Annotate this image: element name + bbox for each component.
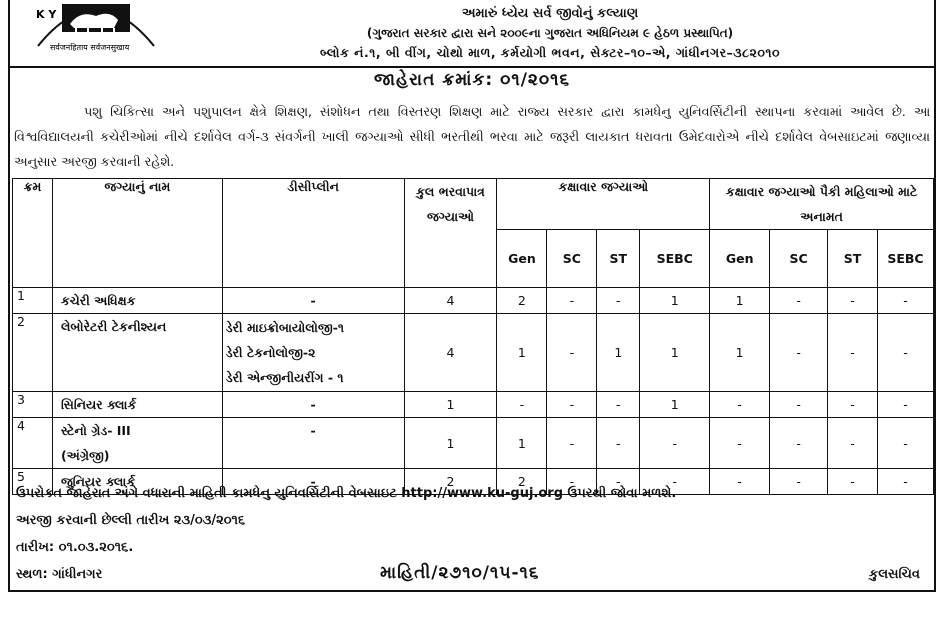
col-women-header: કક્ષાવાર જગ્યાઓ પૈકી મહિલાઓ માટે અનામત [710,179,934,230]
header [10,0,934,68]
advertisement-frame [8,0,936,592]
advertisement-number: જાહેરાત ક્રમાંક: ૦૧/૨૦૧૬ [374,70,570,90]
row-women-value: - [877,418,933,469]
row-women-value: - [770,418,828,469]
header-motto: અમારું ધ્યેય સર્વ જીવોનું કલ્યાણ [461,6,639,21]
post-name-line: કચેરી અધિક્ષક [60,293,136,308]
row-serial: 3 [13,392,53,418]
row-category-value: - [547,469,597,495]
discipline-line: ડેરી માઇક્રોબાયોલોજી-૧ [225,320,345,335]
row-total: 1 [404,392,497,418]
row-category-value: - [547,418,597,469]
notice-date: તારીખ: ૦૧.૦૩.૨૦૧૬. [16,540,134,555]
post-name-line: જુનિયર ક્લાર્ક [60,474,136,489]
row-women-value: - [770,288,828,314]
logo-motto: सर्वजनहिताय सर्वजनसुखाय [50,43,130,52]
row-women-value: - [877,288,933,314]
row-total: 1 [404,418,497,469]
row-women-value: - [877,314,933,392]
col-total-header: કુલ ભરવાપાત્ર જગ્યાઓ [404,179,497,288]
row-discipline [222,314,404,392]
row-serial: 4 [13,418,53,469]
discipline-line: - [310,293,316,308]
signatory: કુલસચિવ [869,567,920,582]
row-women-value: - [828,314,878,392]
discipline-line: - [310,423,316,438]
row-category-value: - [597,418,640,469]
intro-paragraph [14,100,930,175]
table-row [13,288,934,314]
row-women-value: - [828,288,878,314]
row-serial: 2 [13,314,53,392]
women-st-header: ST [828,230,878,288]
women-sc-header: SC [770,230,828,288]
row-category-value: 1 [640,392,710,418]
discipline-line: - [310,397,316,412]
row-category-value: 1 [497,418,547,469]
discipline-line: ડેરી ટેકનોલોજી-૨ [225,345,316,360]
row-total: 4 [404,288,497,314]
row-category-value: 1 [640,288,710,314]
post-name-line: (અંગ્રેજી) [60,448,110,463]
col-post-name-header: જગ્યાનું નામ [52,179,222,288]
row-post-name [52,314,222,392]
table-row [13,314,934,392]
row-women-value: - [770,469,828,495]
row-category-value: - [497,392,547,418]
header-address: બ્લોક નં.૧, બી વીંગ, ચોથો માળ, કર્મયોગી ભવન, સેક્ટર–૧૦–એ, ગાંધીનગર–૩૮૨૦૧૦ [319,45,781,60]
row-discipline [222,392,404,418]
row-category-value: - [597,392,640,418]
intro-text: પશુ ચિકિત્સા અને પશુપાલન ક્ષેત્રે શિક્ષણ, સંશોધન તથા વિસ્તરણ શિક્ષણ માટે રાજ્ય સરકાર દ્વારા કામધેનુ યુનિવર્સિટીની સ્થાપના કરવામાં આવેલ છે. આ વિશ્વવિદ્યાલયની કચેરીઓમાં નીચે દર્શાવેલ વર્ગ-૩ સંવર્ગની ખાલી જગ્યાઓ સીધી ભરતીથી ભરવા માટે જરૂરી લાયકાત ધરાવતા ઉમેદવારોએ નીચે દર્શાવેલ વેબસાઇટમાં જણાવ્યા અનુસાર અરજી કરવાની રહેશે. [14,105,930,170]
last-date: અરજી કરવાની છેલ્લી તારીખ ૨૩/૦૩/૨૦૧૬ [16,513,246,528]
website-note: ઉપરોકત જાહેરાત અંગે વધારાની માહિતી કામધેનુ યુનિવર્સિટીની વેબસાઇટ http://www.ku-guj.org ઉપરથી જોવા મળશે. [16,486,677,501]
row-category-value: - [640,469,710,495]
women-sebc-header: SEBC [877,230,933,288]
row-women-value: - [877,469,933,495]
row-category-value: 1 [640,314,710,392]
discipline-line: ડેરી એન્જીનીયરીંગ - ૧ [225,370,344,385]
row-category-value: - [547,392,597,418]
row-post-name [52,418,222,469]
row-post-name [52,288,222,314]
row-total: 2 [404,469,497,495]
discipline-line: - [310,474,316,489]
row-category-value: - [547,288,597,314]
table-row [13,392,934,418]
vacancy-table [12,178,934,495]
cat-gen-header: Gen [497,230,547,288]
university-logo-icon [32,0,160,56]
cat-sebc-header: SEBC [640,230,710,288]
row-serial: 1 [13,288,53,314]
table-row [13,418,934,469]
row-women-value: - [828,392,878,418]
row-discipline [222,418,404,469]
col-serial-header: ક્રમ [13,179,53,288]
row-women-value: 1 [710,314,770,392]
row-discipline [222,288,404,314]
row-category-value: - [547,314,597,392]
row-category-value: - [640,418,710,469]
cat-sc-header: SC [547,230,597,288]
row-women-value: - [710,469,770,495]
row-women-value: - [828,469,878,495]
row-women-value: - [710,418,770,469]
vacancy-rows [13,288,934,495]
row-category-value: - [597,469,640,495]
row-women-value: - [828,418,878,469]
col-discipline-header: ડીસીપ્લીન [222,179,404,288]
row-post-name [52,392,222,418]
row-women-value: - [710,392,770,418]
notice-place: સ્થળ: ગાંધીનગર [16,567,103,582]
row-category-value: 2 [497,288,547,314]
row-category-value: 2 [497,469,547,495]
row-serial: 5 [13,469,53,495]
row-category-value: 1 [497,314,547,392]
row-women-value: - [770,392,828,418]
cat-st-header: ST [597,230,640,288]
post-name-line: સિનિયર ક્લાર્ક [60,397,137,412]
women-gen-header: Gen [710,230,770,288]
header-establishment: (ગુજરાત સરકાર દ્વારા સને ૨૦૦૯ના ગુજરાત અધિનિયમ ૯ હેઠળ પ્રસ્થાપિત) [366,26,734,40]
row-total: 4 [404,314,497,392]
col-category-header: કક્ષાવાર જગ્યાઓ [497,179,710,230]
row-women-value: 1 [710,288,770,314]
post-name-line: સ્ટેનો ગ્રેડ- III [60,423,131,438]
logo-arc-text: K Y [36,8,57,21]
row-category-value: 1 [597,314,640,392]
row-category-value: - [597,288,640,314]
row-women-value: - [877,392,933,418]
info-number: માહિતી/૨૭૧૦/૧૫-૧૬ [380,563,540,583]
row-women-value: - [770,314,828,392]
post-name-line: લેબોરેટરી ટેકનીશ્યન [60,319,167,334]
